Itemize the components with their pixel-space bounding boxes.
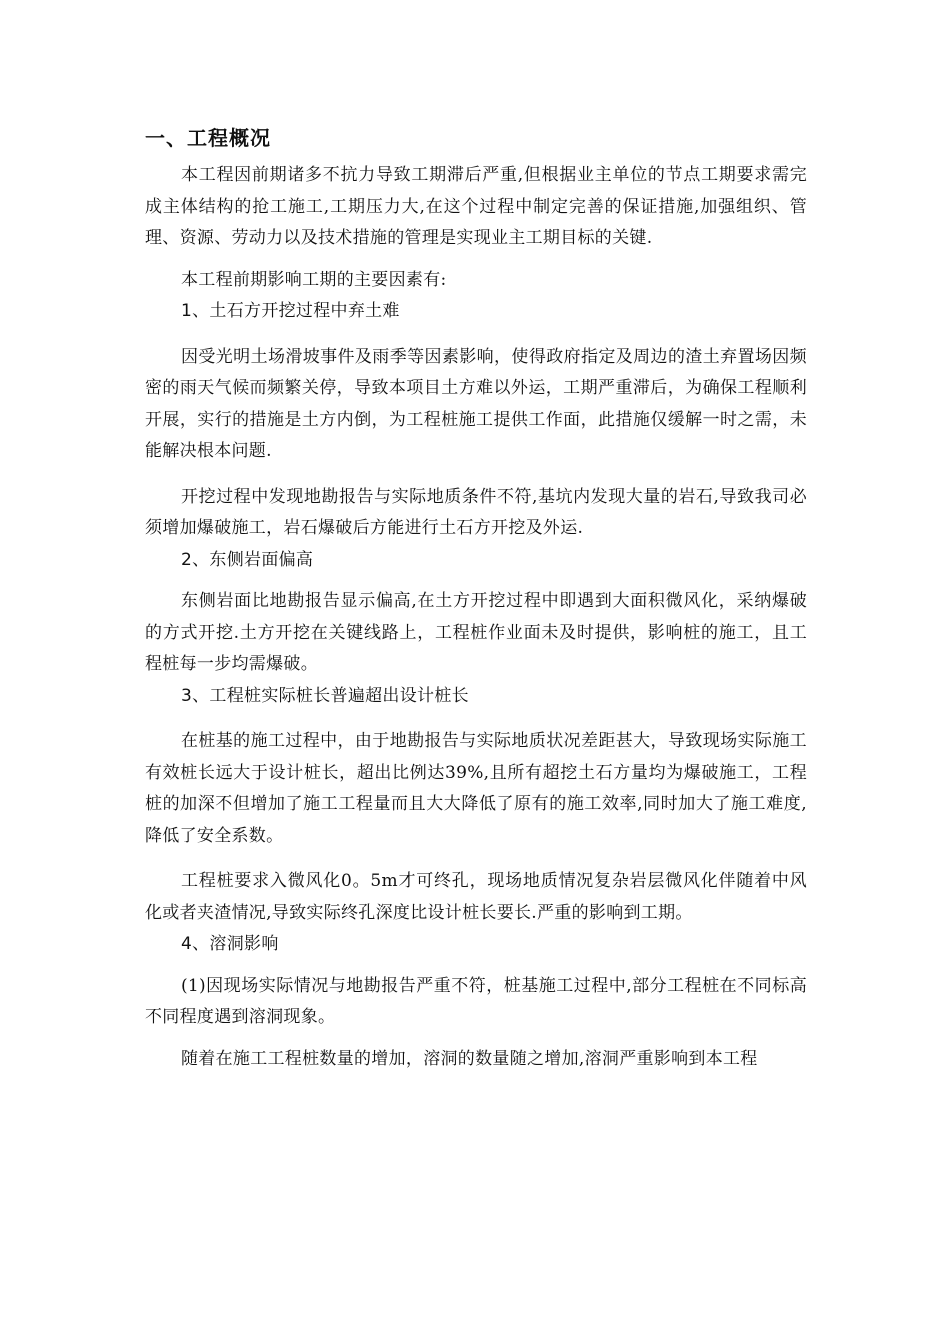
paragraph-spoil-disposal: 因受光明土场滑坡事件及雨季等因素影响，使得政府指定及周边的渣土弃置场因频密的雨天气候而频繁关停，导致本项目土方难以外运，工期严重滞后，为确保工程顺利开展，实行的措施是土方内倒，为工程桩施工提供工作面，此措施仅缓解一时之需，未能解决根本问题. xyxy=(145,346,807,461)
paragraph-blasting: 开挖过程中发现地勘报告与实际地质条件不符,基坑内发现大量的岩石,导致我司必须增加爆破施工，岩石爆破后方能进行土石方开挖及外运. xyxy=(145,486,807,538)
subheading-number: 2、 xyxy=(181,549,210,570)
section-title: 一、工程概况 xyxy=(145,126,271,150)
document-body xyxy=(145,118,807,1075)
subheading-3 xyxy=(145,681,807,713)
paragraph-overview: 本工程因前期诸多不抗力导致工期滞后严重,但根据业主单位的节点工期要求需完成主体结构的抢工施工,工期压力大,在这个过程中制定完善的保证措施,加强组织、管理、资源、劳动力以及技术措施的管理是实现业主工期目标的关键. xyxy=(145,165,807,248)
paragraph-pile-length: 在桩基的施工过程中，由于地勘报告与实际地质状况差距甚大，导致现场实际施工有效桩长远大于设计桩长，超出比例达39%,且所有超挖土石方量均为爆破施工，工程桩的加深不但增加了施工工程量而且大大降低了原有的施工效率,同时加大了施工难度,降低了安全系数。 xyxy=(145,731,807,846)
subheading-number: 4、 xyxy=(181,934,210,954)
subheading-text: 工程桩实际桩长普遍超出设计桩长 xyxy=(209,685,469,706)
subheading-number: 1、 xyxy=(181,301,210,321)
subheading-number: 3、 xyxy=(181,685,210,706)
paragraph-karst-2: 随着在施工工程桩数量的增加，溶洞的数量随之增加,溶洞严重影响到本工程 xyxy=(181,1048,758,1069)
subheading-1 xyxy=(145,296,807,328)
paragraph-pile-termination: 工程桩要求入微风化0。5m才可终孔，现场地质情况复杂岩层微风化伴随着中风化或者夹渣情况,导致实际终孔深度比设计桩长要长.严重的影响到工期。 xyxy=(145,871,807,923)
paragraph-karst-1: (1)因现场实际情况与地勘报告严重不符，桩基施工过程中,部分工程桩在不同标高不同程度遇到溶洞现象。 xyxy=(145,975,807,1027)
subheading-text: 东侧岩面偏高 xyxy=(209,549,314,570)
paragraph-east-rock: 东侧岩面比地勘报告显示偏高,在土方开挖过程中即遇到大面积微风化，采纳爆破的方式开挖.土方开挖在关键线路上，工程桩作业面未及时提供，影响桩的施工，且工程桩每一步均需爆破。 xyxy=(145,591,807,674)
subheading-4 xyxy=(145,929,807,961)
subheading-text: 溶洞影响 xyxy=(209,934,279,954)
subheading-text: 土石方开挖过程中弃土难 xyxy=(209,301,400,321)
paragraph-factors-intro: 本工程前期影响工期的主要因素有: xyxy=(181,269,447,290)
subheading-2 xyxy=(145,545,807,577)
